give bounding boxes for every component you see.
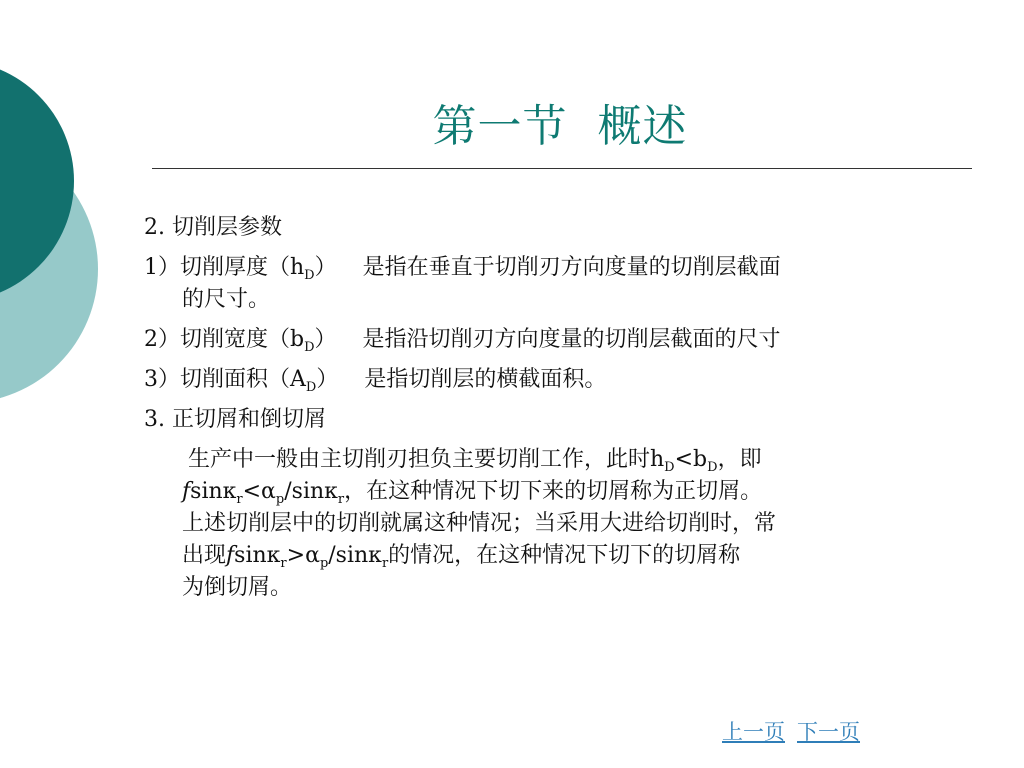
para-l1-c: ，即 xyxy=(717,447,762,472)
para-l2-sub3: r xyxy=(337,492,345,507)
para-l4-sub3: r xyxy=(381,556,389,571)
item1-label-prefix: 1）切削厚度（h xyxy=(144,255,305,280)
para-l1-sub1: D xyxy=(664,460,675,475)
para-l4-c: >α xyxy=(286,543,320,568)
para-line-5: 为倒切屑。 xyxy=(182,575,293,600)
prev-page-link[interactable]: 上一页 xyxy=(722,720,785,744)
item2-desc: 是指沿切削刃方向度量的切削层截面的尺寸 xyxy=(362,327,781,352)
item-cutting-area xyxy=(144,364,994,396)
para-line-2 xyxy=(144,476,994,508)
para-l2-sub2: p xyxy=(275,492,285,507)
item3-desc: 是指切削层的横截面积。 xyxy=(364,367,607,392)
para-l2-d: ，在这种情况下切下来的切屑称为正切屑。 xyxy=(344,479,763,504)
section-heading-3: 3. 正切屑和倒切屑 xyxy=(144,407,326,432)
item3-label-suffix: ） xyxy=(316,367,339,392)
item1-label-suffix: ） xyxy=(314,255,337,280)
para-l4-d: /sinκ xyxy=(328,543,382,568)
item3-label-sub: D xyxy=(305,380,317,395)
para-l4-sub2: p xyxy=(319,556,329,571)
para-l1-b: <b xyxy=(674,447,708,472)
item1-desc-line2: 的尺寸。 xyxy=(182,287,271,312)
para-l1-a: 生产中一般由主切削刃担负主要切削工作，此时h xyxy=(188,447,665,472)
para-l4-b: sinκ xyxy=(234,543,281,568)
para-l2-sub1: r xyxy=(236,492,243,507)
para-l4-f: f xyxy=(226,543,235,568)
section-heading-2: 2. 切削层参数 xyxy=(144,215,282,240)
para-l2-b: <α xyxy=(242,479,276,504)
item1-label-sub: D xyxy=(304,268,315,283)
slide-body xyxy=(144,212,994,612)
item2-label-sub: D xyxy=(304,340,315,355)
title-divider xyxy=(152,168,972,169)
item1-desc-line1: 是指在垂直于切削刃方向度量的切削层截面 xyxy=(362,255,781,280)
item-cutting-thickness xyxy=(144,252,994,284)
slide-navigation xyxy=(722,716,872,746)
para-line-4 xyxy=(144,540,994,572)
para-l1-sub2: D xyxy=(707,460,718,475)
para-l4-a: 出现 xyxy=(182,543,227,568)
item3-label-prefix: 3）切削面积（A xyxy=(144,367,306,392)
slide-title: 第一节 概述 xyxy=(432,101,688,152)
item-cutting-width xyxy=(144,324,994,356)
para-l2-f: f xyxy=(182,479,191,504)
para-line-1 xyxy=(144,444,994,476)
para-l2-a: sinκ xyxy=(190,479,237,504)
para-line-3: 上述切削层中的切削就属这种情况；当采用大进给切削时，常 xyxy=(182,511,777,536)
para-l4-e: 的情况，在这种情况下切下的切屑称 xyxy=(388,543,741,568)
para-l2-c: /sinκ xyxy=(284,479,338,504)
para-l4-sub1: r xyxy=(280,556,287,571)
next-page-link[interactable]: 下一页 xyxy=(797,720,860,744)
item2-label-prefix: 2）切削宽度（b xyxy=(144,327,305,352)
item2-label-suffix: ） xyxy=(314,327,337,352)
